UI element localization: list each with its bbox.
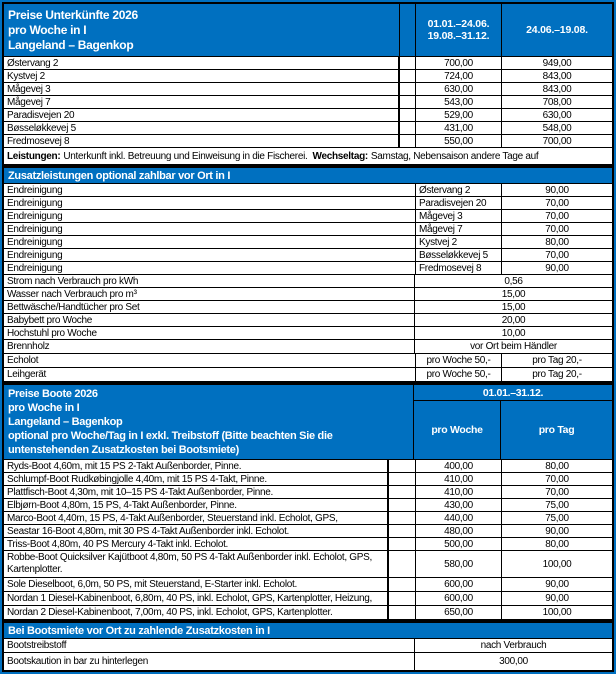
- price-season2: 700,00: [501, 135, 612, 147]
- boats-title-line1: Preise Boote 2026: [8, 388, 98, 400]
- table-row: [4, 184, 612, 197]
- extra-value: 15,00: [414, 288, 612, 300]
- table-row: [4, 314, 612, 327]
- boat-day-price: 100,00: [501, 606, 612, 619]
- price-season1: 630,00: [415, 83, 501, 95]
- extra-location: Fredmosevej 8: [415, 262, 501, 274]
- boat-week-price: 430,00: [415, 499, 501, 511]
- boat-name: Nordan 2 Diesel-Kabinenboot, 7,00m, 40 PS, inkl. Echolot, GPS, Kartenplotter.: [4, 606, 388, 619]
- extra-location: Bøsseløkkevej 5: [415, 249, 501, 261]
- changeday-note-label: Wechseltag:: [312, 150, 368, 162]
- accommodation-title-line2: pro Woche in I: [8, 22, 87, 37]
- table-row: [4, 368, 612, 382]
- boat-extra-label: Bootskaution in bar zu hinterlegen: [7, 656, 149, 667]
- boat-day-price: 90,00: [501, 525, 612, 537]
- price-season2: 630,00: [501, 109, 612, 121]
- accommodation-title-line1: Preise Unterkünfte 2026: [8, 7, 138, 22]
- boat-day-price: 80,00: [501, 538, 612, 550]
- extra-label: Echolot: [7, 355, 39, 366]
- table-row: [4, 249, 612, 262]
- table-row: [4, 486, 612, 499]
- boat-extra-value: nach Verbrauch: [414, 639, 612, 652]
- table-row: [4, 70, 612, 83]
- extra-label: Babybett pro Woche: [7, 314, 93, 326]
- table-row: [4, 327, 612, 340]
- extra-label: Hochstuhl pro Woche: [7, 327, 97, 339]
- boat-extra-value: 300,00: [414, 653, 612, 670]
- boat-week-price: 500,00: [415, 538, 501, 550]
- boats-season-columns: [413, 385, 612, 459]
- extra-price: 80,00: [501, 236, 612, 248]
- spacer-cell: [388, 486, 415, 498]
- boat-name: Ryds-Boot 4,60m, mit 15 PS 2-Takt Außenborder, Pinne.: [4, 460, 388, 472]
- spacer-cell: [388, 578, 415, 591]
- table-row: [4, 197, 612, 210]
- services-note-label: Leistungen:: [7, 150, 61, 162]
- extra-location: Kystvej 2: [415, 236, 501, 248]
- spacer-cell: [388, 606, 415, 619]
- table-row: [4, 653, 612, 670]
- table-row: [4, 354, 612, 368]
- table-row: [4, 135, 612, 148]
- changeday-note-text: Samstag, Nebensaison andere Tage auf: [370, 150, 539, 162]
- extra-week-price: pro Woche 50,-: [415, 368, 501, 381]
- boats-title-line3: Langeland – Bagenkop: [8, 416, 123, 428]
- boat-name: Sole Dieselboot, 6,0m, 50 PS, mit Steuerstand, E-Starter inkl. Echolot.: [4, 578, 388, 591]
- season2-header-cell: [501, 4, 612, 56]
- table-row: [4, 460, 612, 473]
- extra-value: 0,56: [414, 275, 612, 287]
- price-season1: 543,00: [415, 96, 501, 108]
- extra-price: 70,00: [501, 223, 612, 235]
- boat-week-price: 410,00: [415, 473, 501, 485]
- extra-label: Endreinigung: [7, 236, 63, 248]
- table-row: [4, 551, 612, 578]
- table-row: [4, 301, 612, 314]
- table-row: [4, 223, 612, 236]
- extra-day-price: pro Tag 20,-: [501, 368, 612, 381]
- price-season2: 843,00: [501, 83, 612, 95]
- extra-label: Endreinigung: [7, 223, 63, 235]
- price-season2: 843,00: [501, 70, 612, 82]
- price-season1: 550,00: [415, 135, 501, 147]
- extra-location: Paradisvejen 20: [415, 197, 501, 209]
- table-row: [4, 473, 612, 486]
- boats-title: [4, 385, 413, 459]
- table-row: [4, 83, 612, 96]
- extra-label: Endreinigung: [7, 197, 63, 209]
- boat-week-price: 440,00: [415, 512, 501, 524]
- boats-header-row: [4, 385, 612, 460]
- table-row: [4, 262, 612, 275]
- extra-label: Brennholz: [7, 341, 50, 352]
- spacer-cell: [388, 512, 415, 524]
- extra-value: 20,00: [414, 314, 612, 326]
- boat-name: Elbjørn-Boot 4,80m, 15 PS, 4-Takt Außenborder, Pinne.: [4, 499, 388, 511]
- spacer-cell: [388, 499, 415, 511]
- boat-week-price: 480,00: [415, 525, 501, 537]
- extra-label: Wasser nach Verbrauch pro m³: [7, 288, 137, 300]
- extra-value: 15,00: [414, 301, 612, 313]
- table-row: [4, 210, 612, 223]
- table-row: [4, 288, 612, 301]
- extra-price: 90,00: [501, 262, 612, 274]
- price-season1: 431,00: [415, 122, 501, 134]
- extra-label: Endreinigung: [7, 210, 63, 222]
- boat-day-price: 75,00: [501, 512, 612, 524]
- boats-price-column-headers: [414, 401, 612, 459]
- spacer-cell: [388, 538, 415, 550]
- col-header-day: pro Tag: [500, 401, 612, 459]
- boat-week-price: 650,00: [415, 606, 501, 619]
- table-row: [4, 578, 612, 592]
- boat-extras-section-header: Bei Bootsmiete vor Ort zu zahlende Zusatzkosten in I: [4, 623, 612, 639]
- boat-day-price: 70,00: [501, 473, 612, 485]
- services-note-row: [4, 148, 612, 165]
- spacer-cell: [399, 96, 415, 108]
- table-row: [4, 122, 612, 135]
- table-row: [4, 512, 612, 525]
- table-row: [4, 275, 612, 288]
- boat-day-price: 75,00: [501, 499, 612, 511]
- boat-day-price: 70,00: [501, 486, 612, 498]
- boat-day-price: 80,00: [501, 460, 612, 472]
- extra-price: 70,00: [501, 197, 612, 209]
- boats-title-line2: pro Woche in I: [8, 402, 80, 414]
- table-row: [4, 340, 612, 354]
- price-season2: 708,00: [501, 96, 612, 108]
- extras-section-header: Zusatzleistungen optional zahlbar vor Ort in I: [4, 168, 612, 184]
- boat-week-price: 600,00: [415, 578, 501, 591]
- spacer-cell: [388, 525, 415, 537]
- house-name: Paradisvejen 20: [4, 109, 399, 121]
- price-season2: 949,00: [501, 57, 612, 69]
- house-name: Mågevej 7: [4, 96, 399, 108]
- extra-week-price: pro Woche 50,-: [415, 354, 501, 367]
- boats-title-line4: optional pro Woche/Tag in I exkl. Treibstoff (Bitte beachten Sie die: [8, 430, 333, 442]
- boat-name: Plattfisch-Boot 4,30m, mit 10–15 PS 4-Takt Außenborder, Pinne.: [4, 486, 388, 498]
- house-name: Kystvej 2: [4, 70, 399, 82]
- spacer-cell: [399, 57, 415, 69]
- spacer-cell: [399, 122, 415, 134]
- extra-label: Endreinigung: [7, 184, 63, 196]
- boats-season-header: 01.01.–31.12.: [414, 385, 612, 401]
- extra-label: Bettwäsche/Handtücher pro Set: [7, 301, 140, 313]
- price-season1: 700,00: [415, 57, 501, 69]
- boat-name: Marco-Boot 4,40m, 15 PS, 4-Takt Außenborder, Steuerstand inkl. Echolot, GPS,: [4, 512, 388, 524]
- house-name: Østervang 2: [4, 57, 399, 69]
- season1-line1: 01.01.–24.06.: [427, 18, 490, 30]
- price-season1: 724,00: [415, 70, 501, 82]
- price-season2: 548,00: [501, 122, 612, 134]
- accommodation-header-row: [4, 4, 612, 57]
- extra-location: Mågevej 7: [415, 223, 501, 235]
- table-row: [4, 109, 612, 122]
- boat-day-price: 100,00: [501, 551, 612, 577]
- boat-name: Nordan 1 Diesel-Kabinenboot, 6,80m, 40 PS, inkl. Echolot, GPS, Kartenplotter, Heizung,: [4, 592, 388, 605]
- table-row: [4, 592, 612, 606]
- accommodation-title: [4, 4, 399, 56]
- boat-name: Seastar 16-Boot 4,80m, mit 30 PS 4-Takt Außenborder inkl. Echolot.: [4, 525, 388, 537]
- spacer-cell: [399, 83, 415, 95]
- table-row: [4, 525, 612, 538]
- season2-label: 24.06.–19.08.: [526, 24, 588, 36]
- boat-name: Robbe-Boot Quicksilver Kajütboot 4,80m, 50 PS 4-Takt Außenborder inkl. Echolot, GPS, Kartenplotter.: [4, 551, 388, 577]
- extra-price: 90,00: [501, 184, 612, 196]
- col-header-week: pro Woche: [431, 424, 483, 436]
- extra-label: Strom nach Verbrauch pro kWh: [7, 275, 139, 287]
- extra-label: Leihgerät: [7, 369, 46, 380]
- table-row: [4, 639, 612, 653]
- extra-location: Østervang 2: [415, 184, 501, 196]
- extra-day-price: pro Tag 20,-: [501, 354, 612, 367]
- extra-value: vor Ort beim Händler: [414, 340, 612, 353]
- table-row: [4, 96, 612, 109]
- spacer-cell: [399, 109, 415, 121]
- spacer-cell: [388, 592, 415, 605]
- boat-name: Schlumpf-Boot Rudkøbingjolle 4,40m, mit 15 PS 4-Takt, Pinne.: [4, 473, 388, 485]
- boat-name: Triss-Boot 4,80m, 40 PS Mercury 4-Takt inkl. Echolot.: [4, 538, 388, 550]
- price-season1: 529,00: [415, 109, 501, 121]
- extra-value: 10,00: [414, 327, 612, 339]
- boat-week-price: 580,00: [415, 551, 501, 577]
- table-row: [4, 236, 612, 249]
- extra-price: 70,00: [501, 249, 612, 261]
- services-note-text: Unterkunft inkl. Betreuung und Einweisung in die Fischerei.: [63, 150, 308, 162]
- table-row: [4, 606, 612, 620]
- house-name: Bøsseløkkevej 5: [4, 122, 399, 134]
- boat-day-price: 90,00: [501, 578, 612, 591]
- season1-line2: 19.08.–31.12.: [427, 30, 490, 42]
- spacer-cell: [388, 460, 415, 472]
- boat-week-price: 600,00: [415, 592, 501, 605]
- spacer-cell: [399, 70, 415, 82]
- table-row: [4, 57, 612, 70]
- spacer-cell: [388, 551, 415, 577]
- boat-extra-label: Bootstreibstoff: [7, 640, 67, 651]
- table-row: [4, 538, 612, 551]
- boat-day-price: 90,00: [501, 592, 612, 605]
- boat-week-price: 410,00: [415, 486, 501, 498]
- extra-label: Endreinigung: [7, 249, 63, 261]
- extra-location: Mågevej 3: [415, 210, 501, 222]
- table-row: [4, 499, 612, 512]
- boat-week-price: 400,00: [415, 460, 501, 472]
- extra-price: 70,00: [501, 210, 612, 222]
- house-name: Mågevej 3: [4, 83, 399, 95]
- boats-title-line5: untenstehenden Zusatzkosten bei Bootsmiete): [8, 444, 239, 456]
- header-spacer-cell: [399, 4, 415, 56]
- season1-header-cell: [415, 4, 501, 56]
- house-name: Fredmosevej 8: [4, 135, 399, 147]
- accommodation-title-line3: Langeland – Bagenkop: [8, 37, 134, 52]
- spacer-cell: [399, 135, 415, 147]
- extra-label: Endreinigung: [7, 262, 63, 274]
- price-table: [2, 2, 614, 672]
- spacer-cell: [388, 473, 415, 485]
